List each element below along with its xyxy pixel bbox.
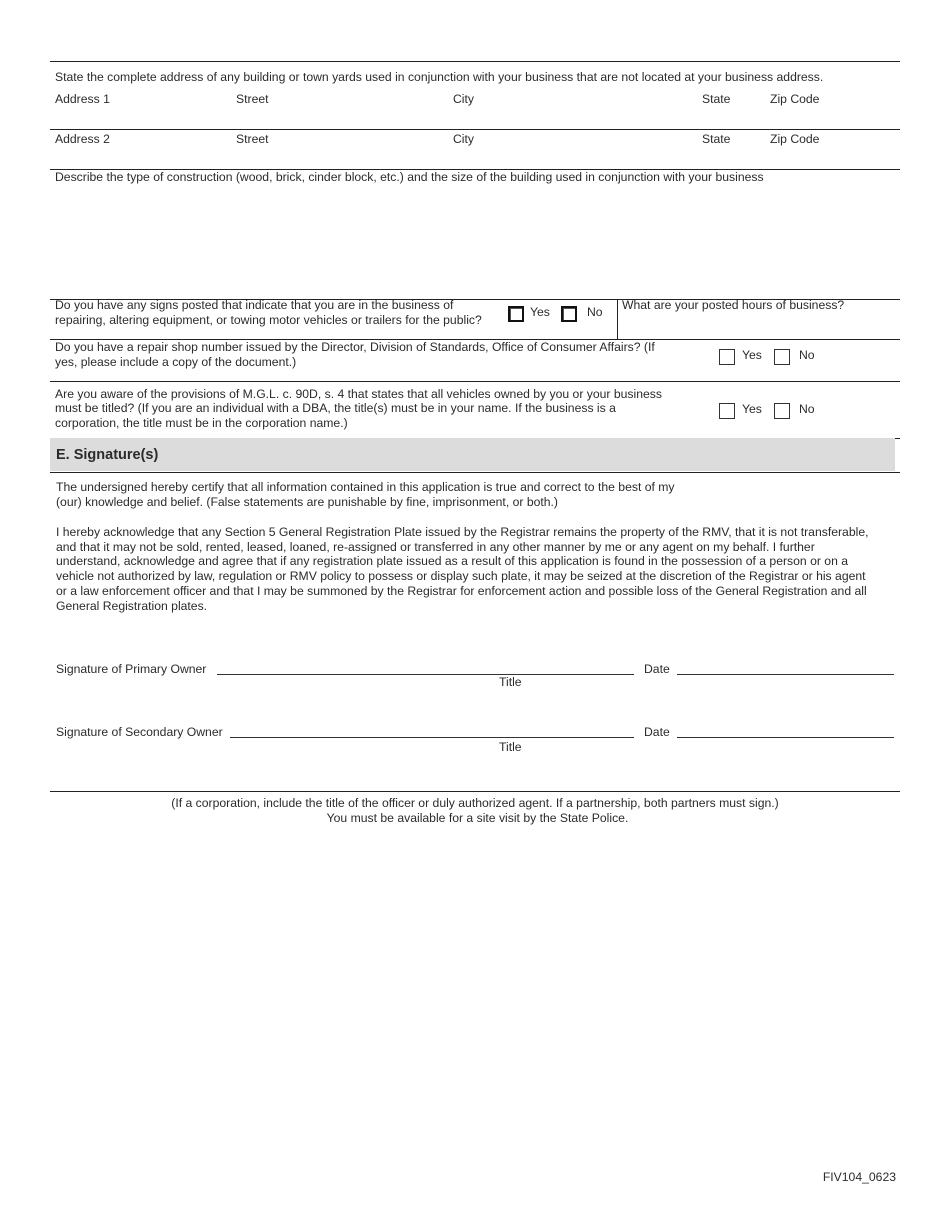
signs-yes-checkbox[interactable]	[508, 306, 524, 322]
repair-yes-checkbox[interactable]	[719, 349, 735, 365]
ack-line2: and that it may not be sold, rented, leased, loaned, re-assigned or transferred in any other manner by me or any agent on my behalf. I further	[56, 540, 815, 554]
certify-line2: (our) knowledge and belief. (False statements are punishable by fine, imprisonment, or both.)	[56, 495, 558, 509]
signs-no-checkbox[interactable]	[561, 306, 577, 322]
signs-no-label: No	[587, 305, 603, 319]
address-1-zip-label: Zip Code	[770, 92, 820, 106]
address-2-label: Address 2	[55, 132, 110, 146]
repair-no-label: No	[799, 348, 815, 362]
address-1-street-label: Street	[236, 92, 269, 106]
title-question-line3: corporation, the title must be in the corporation name.)	[55, 416, 348, 430]
repair-question-line2: yes, please include a copy of the document.)	[55, 355, 297, 369]
primary-signature-label: Signature of Primary Owner	[56, 662, 207, 676]
signature-section-title: E. Signature(s)	[56, 447, 159, 463]
repair-yes-label: Yes	[742, 348, 762, 362]
signature-section-header	[50, 438, 895, 471]
address-2-city-label: City	[453, 132, 474, 146]
secondary-date-label: Date	[644, 725, 670, 739]
repair-rule	[50, 381, 900, 382]
secondary-date-line[interactable]	[677, 737, 894, 738]
signature-header-rule	[50, 472, 900, 473]
secondary-signature-line[interactable]	[230, 737, 634, 738]
footer-note-line1: (If a corporation, include the title of the officer or duly authorized agent. If a partnership, both partners must sign.)	[171, 796, 779, 810]
title-no-checkbox[interactable]	[774, 403, 790, 419]
footer-note-line2: You must be available for a site visit by the State Police.	[326, 811, 629, 825]
ack-line5: or a law enforcement officer and that I may be summoned by the Registrar for enforcement action and possible loss of the General Registration and all	[56, 584, 867, 598]
primary-date-label: Date	[644, 662, 670, 676]
address-2-zip-label: Zip Code	[770, 132, 820, 146]
secondary-signature-label: Signature of Secondary Owner	[56, 725, 223, 739]
construction-label: Describe the type of construction (wood, brick, cinder block, etc.) and the size of the building used in conjunction with your business	[55, 170, 764, 184]
signs-question-line2: repairing, altering equipment, or towing motor vehicles or trailers for the public?	[55, 313, 482, 327]
ack-line1: I hereby acknowledge that any Section 5 General Registration Plate issued by the Registrar remains the property of the RMV, that it is not transferable,	[56, 525, 869, 539]
ack-line3: understand, acknowledge and agree that if any registration plate issued as a result of this application is found in the possession of a person or on a	[56, 554, 849, 568]
repair-no-checkbox[interactable]	[774, 349, 790, 365]
primary-title-label: Title	[499, 675, 522, 689]
ack-line6: General Registration plates.	[56, 599, 208, 613]
ack-line4: vehicle not authorized by law, regulation or RMV policy to possess or display such plate, it may be seized at the discretion of the Registrar or his agent	[56, 569, 866, 583]
repair-question-line1: Do you have a repair shop number issued by the Director, Division of Standards, Office of Consumer Affairs? (If	[55, 340, 655, 354]
title-no-label: No	[799, 402, 815, 416]
address-2-street-label: Street	[236, 132, 269, 146]
certify-line1: The undersigned hereby certify that all information contained in this application is true and correct to the best of my	[56, 480, 675, 494]
signs-yes-label: Yes	[530, 305, 550, 319]
top-rule	[50, 61, 900, 62]
title-question-line2: must be titled? (If you are an individual with a DBA, the title(s) must be in your name. If the business is a	[55, 401, 616, 415]
primary-signature-line[interactable]	[217, 674, 634, 675]
title-yes-label: Yes	[742, 402, 762, 416]
address-1-state-label: State	[702, 92, 731, 106]
form-id: FIV104_0623	[822, 1170, 896, 1184]
footer-rule	[50, 791, 900, 792]
address-1-label: Address 1	[55, 92, 110, 106]
address-1-rule	[50, 129, 900, 130]
address-instruction: State the complete address of any building or town yards used in conjunction with your business that are not located at your business address.	[55, 70, 824, 84]
signs-divider	[617, 299, 618, 339]
primary-date-line[interactable]	[677, 674, 894, 675]
signs-question-line1: Do you have any signs posted that indicate that you are in the business of	[55, 298, 454, 312]
title-question-line1: Are you aware of the provisions of M.G.L. c. 90D, s. 4 that states that all vehicles owned by you or your business	[55, 387, 662, 401]
address-2-state-label: State	[702, 132, 731, 146]
posted-hours-label: What are your posted hours of business?	[622, 298, 845, 312]
address-1-city-label: City	[453, 92, 474, 106]
secondary-title-label: Title	[499, 740, 522, 754]
title-yes-checkbox[interactable]	[719, 403, 735, 419]
